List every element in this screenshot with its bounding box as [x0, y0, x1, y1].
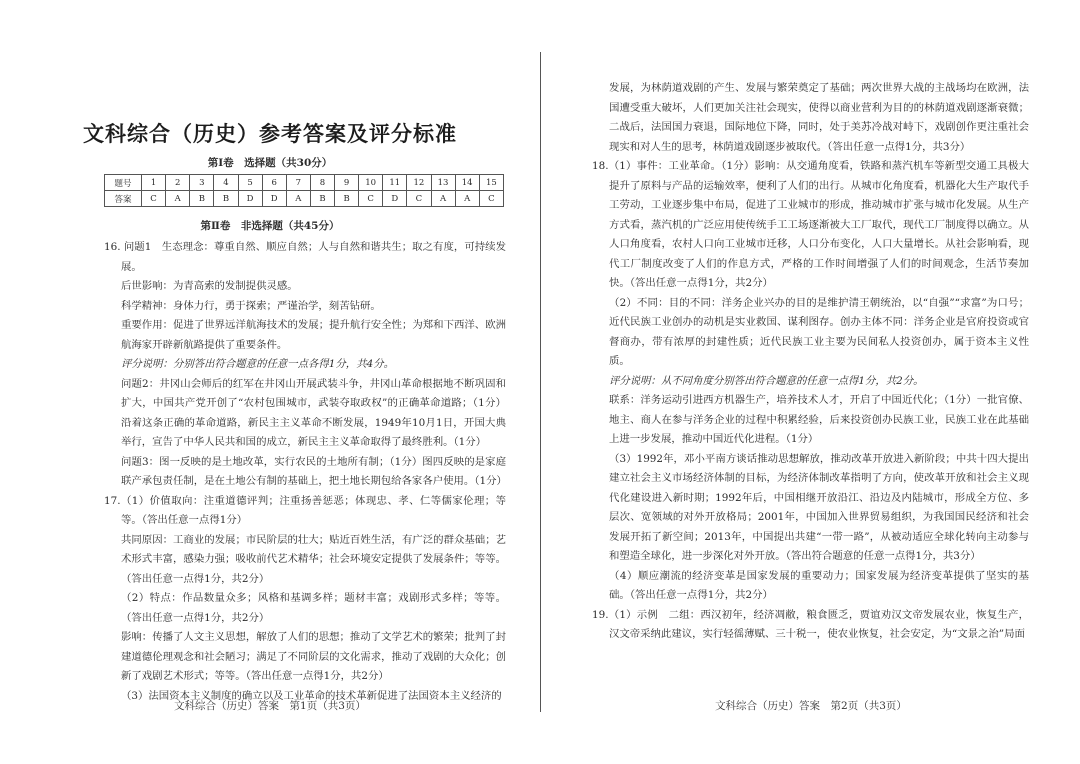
answer-cell: C	[407, 191, 431, 207]
q18-part3: （3）1992年，邓小平南方谈话推动思想解放，推动改革开放进入新阶段；中共十四大提出建立社会主义市场经济体制的目标，为经济体制改革指明了方向，使改革开放和社会主义现代化建设进入新时期；1992年后，中国相继开放沿江、沿边及内陆城市，形成全方位、多层次、宽领域的对外开放格局；2001年，中国加入世界贸易组织，为我国国民经济和社会发展开拓了新空间；2013年，中国提出共建“一带一路”，从被动适应全球化转向主动参与和塑造全球化，进一步深化对外开放。（答出符合题意的任意一点得1分，共3分）	[609, 452, 1029, 562]
page-1-footer: 文科综合（历史）答案 第1页（共3页）	[174, 700, 366, 712]
question-number-cell: 2	[166, 175, 190, 191]
page-2-footer: 文科综合（历史）答案 第2页（共3页）	[715, 700, 907, 712]
question-number-cell: 4	[214, 175, 238, 191]
answer-row	[105, 191, 504, 207]
answer-cell: A	[431, 191, 455, 207]
answer-cell: B	[335, 191, 359, 207]
q17-part2-features: （2）特点：作品数量众多；风格和基调多样；题材丰富；戏剧形式多样；等等。（答出任意一点得1分，共2分）	[121, 592, 506, 624]
answer-cell: D	[383, 191, 407, 207]
q18-part4: （4）顺应潮流的经济变革是国家发展的重要动力；国家发展为经济变革提供了坚实的基础。（答出任意一点得1分，共2分）	[609, 569, 1029, 601]
q16-scientific-spirit: 科学精神：身体力行，勇于探索；严谨治学，刻苦钻研。	[121, 299, 381, 312]
question-number-cell: 7	[286, 175, 310, 191]
question-number-cell: 12	[407, 175, 431, 191]
q18-part2-connection: 联系：洋务运动引进西方机器生产，培养技术人才，开启了中国近代化；（1分）一批官僚、地主、商人在参与洋务企业的过程中积累经验，后来投资创办民族工业，民族工业在此基础上进一步发展，推动中国近代化进程。（1分）	[609, 394, 1029, 445]
answer-cell: B	[190, 191, 214, 207]
q17-part1-value: 17.（1）价值取向：注重道德评判；注重扬善惩恶；体现忠、孝、仁等儒家伦理；等等。（答出任意一点得1分）	[104, 494, 506, 526]
left-answer-body	[104, 238, 506, 706]
question-number-cell: 14	[455, 175, 479, 191]
answer-cell: A	[286, 191, 310, 207]
row-label-number: 题号	[105, 175, 142, 191]
answer-cell: C	[479, 191, 503, 207]
answer-cell: B	[214, 191, 238, 207]
answer-cell: A	[455, 191, 479, 207]
question-number-cell: 1	[142, 175, 166, 191]
answer-cell: A	[166, 191, 190, 207]
question-number-cell: 5	[238, 175, 262, 191]
q16-later-influence: 后世影响：为青高索的发制提供灵感。	[121, 280, 298, 292]
q17-part1-common-causes: 共同原因：工商业的发展；市民阶层的壮大；贴近百姓生活，有广泛的群众基础；艺术形式丰富，感染力强；吸收前代艺术精华；社会环境安定提供了发展条件；等等。（答出任意一点得1分，共2分）	[121, 533, 506, 585]
q17-part3: （3）法国资本主义制度的确立以及工业革命的技术革新促进了法国资本主义经济的	[121, 689, 502, 702]
question-number-cell: 3	[190, 175, 214, 191]
q18-part1: 18.（1）事件：工业革命。（1分）影响：从交通角度看，铁路和蒸汽机车等新型交通工具极大提升了原料与产品的运输效率，便利了人们的出行。从城市化角度看，机器化大生产取代手工劳动，工业逐步集中布局，促进了工业城市的形成，推动城市扩张与城市化发展。从生产方式看，蒸汽机的广泛应用使传统手工工场逐渐被大工厂取代，现代工厂制度得以确立。从人口角度看，农村人口向工业城市迁移，人口分布变化，人口大量增长。从社会影响看，现代工厂制度改变了人们的作息方式，严格的工作时间增强了人们的时间观念，生活节奏加快。（答出任意一点得1分，共2分）	[592, 160, 1029, 289]
question-number-cell: 15	[479, 175, 503, 191]
question-number-cell: 13	[431, 175, 455, 191]
q18-part2-differences: （2）不同：目的不同：洋务企业兴办的目的是维护清王朝统治，以“自强”“求富”为口号；近代民族工业创办的动机是实业救国、谋利图存。创办主体不同：洋务企业是官府投资或官督商办，带有浓厚的封建性质；近代民族工业主要为民间私人投资创办，属于资本主义性质。	[609, 296, 1029, 367]
row-label-answer: 答案	[105, 191, 142, 207]
q16-problem2: 问题2：井冈山会师后的红军在井冈山开展武装斗争，井冈山革命根据地不断巩固和扩大，中国共产党开创了“农村包围城市，武装夺取政权”的正确革命道路；（1分）沿着这条正确的革命道路，新民主主义革命不断发展，1949年10月1日，开国大典举行，宣告了中华人民共和国的成立，新民主主义革命取得了最终胜利。（1分）	[121, 377, 506, 448]
q18-scoring-note: 评分说明：从不同角度分别答出符合题意的任意一点得1分，共2分。	[609, 374, 924, 387]
document-title: 文科综合（历史）参考答案及评分标准	[83, 121, 457, 146]
answer-cell: D	[238, 191, 262, 207]
section-2-heading: 第Ⅱ卷 非选择题（共45分）	[200, 220, 340, 232]
q16-problem1: 16. 问题1 生态理念：尊重自然、顺应自然；人与自然和谐共生；取之有度，可持续发展。	[104, 241, 506, 273]
question-number-cell: 10	[359, 175, 383, 191]
question-number-cell: 11	[383, 175, 407, 191]
answer-cell: C	[359, 191, 383, 207]
question-number-cell: 6	[262, 175, 286, 191]
q17-part3-continued: 发展，为林荫道戏剧的产生、发展与繁荣奠定了基础；两次世界大战的主战场均在欧洲，法国遭受重大破坏，人们更加关注社会现实，使得以商业营利为目的的林荫道戏剧逐渐衰微；二战后，法国国力衰退，国际地位下降，同时，处于美苏冷战对峙下，戏剧创作更注重社会现实和对人生的思考，林荫道戏剧逐步被取代。（答出任意一点得1分，共3分）	[609, 82, 1029, 153]
question-number-row	[105, 175, 504, 191]
question-number-cell: 8	[310, 175, 334, 191]
q16-important-role: 重要作用：促进了世界远洋航海技术的发展；提升航行安全性；为郑和下西洋、欧洲航海家开辟新航路提供了重要条件。	[121, 319, 506, 351]
q16-problem3: 问题3：图一反映的是土地改革，实行农民的土地所有制；（1分）图四反映的是家庭联产承包责任制，是在土地公有制的基础上，把土地长期包给各家各户使用。（1分）	[121, 455, 507, 487]
q17-part2-influence: 影响：传播了人文主义思想，解放了人们的思想；推动了文学艺术的繁荣；批判了封建道德伦理观念和社会陋习；满足了不同阶层的文化需求，推动了戏剧的大众化；创新了戏剧艺术形式；等等。（答出任意一点得1分，共2分）	[121, 631, 506, 682]
q16-scoring-note: 评分说明：分别答出符合题意的任意一点各得1分，共4分。	[121, 358, 394, 370]
q19-part1: 19.（1）示例 二组：西汉初年，经济凋敝，粮食匮乏，贾谊劝汉文帝发展农业，恢复生产，汉文帝采纳此建议，实行轻徭薄赋、三十税一，使农业恢复，社会安定，为“文景之治”局面	[592, 608, 1029, 640]
right-answer-body	[592, 79, 1029, 645]
answer-cell: C	[142, 191, 166, 207]
answer-key-table	[104, 174, 504, 207]
answer-cell: B	[310, 191, 334, 207]
section-1-heading: 第Ⅰ卷 选择题（共30分）	[207, 157, 333, 169]
page-2	[541, 0, 1080, 764]
question-number-cell: 9	[335, 175, 359, 191]
answer-cell: D	[262, 191, 286, 207]
